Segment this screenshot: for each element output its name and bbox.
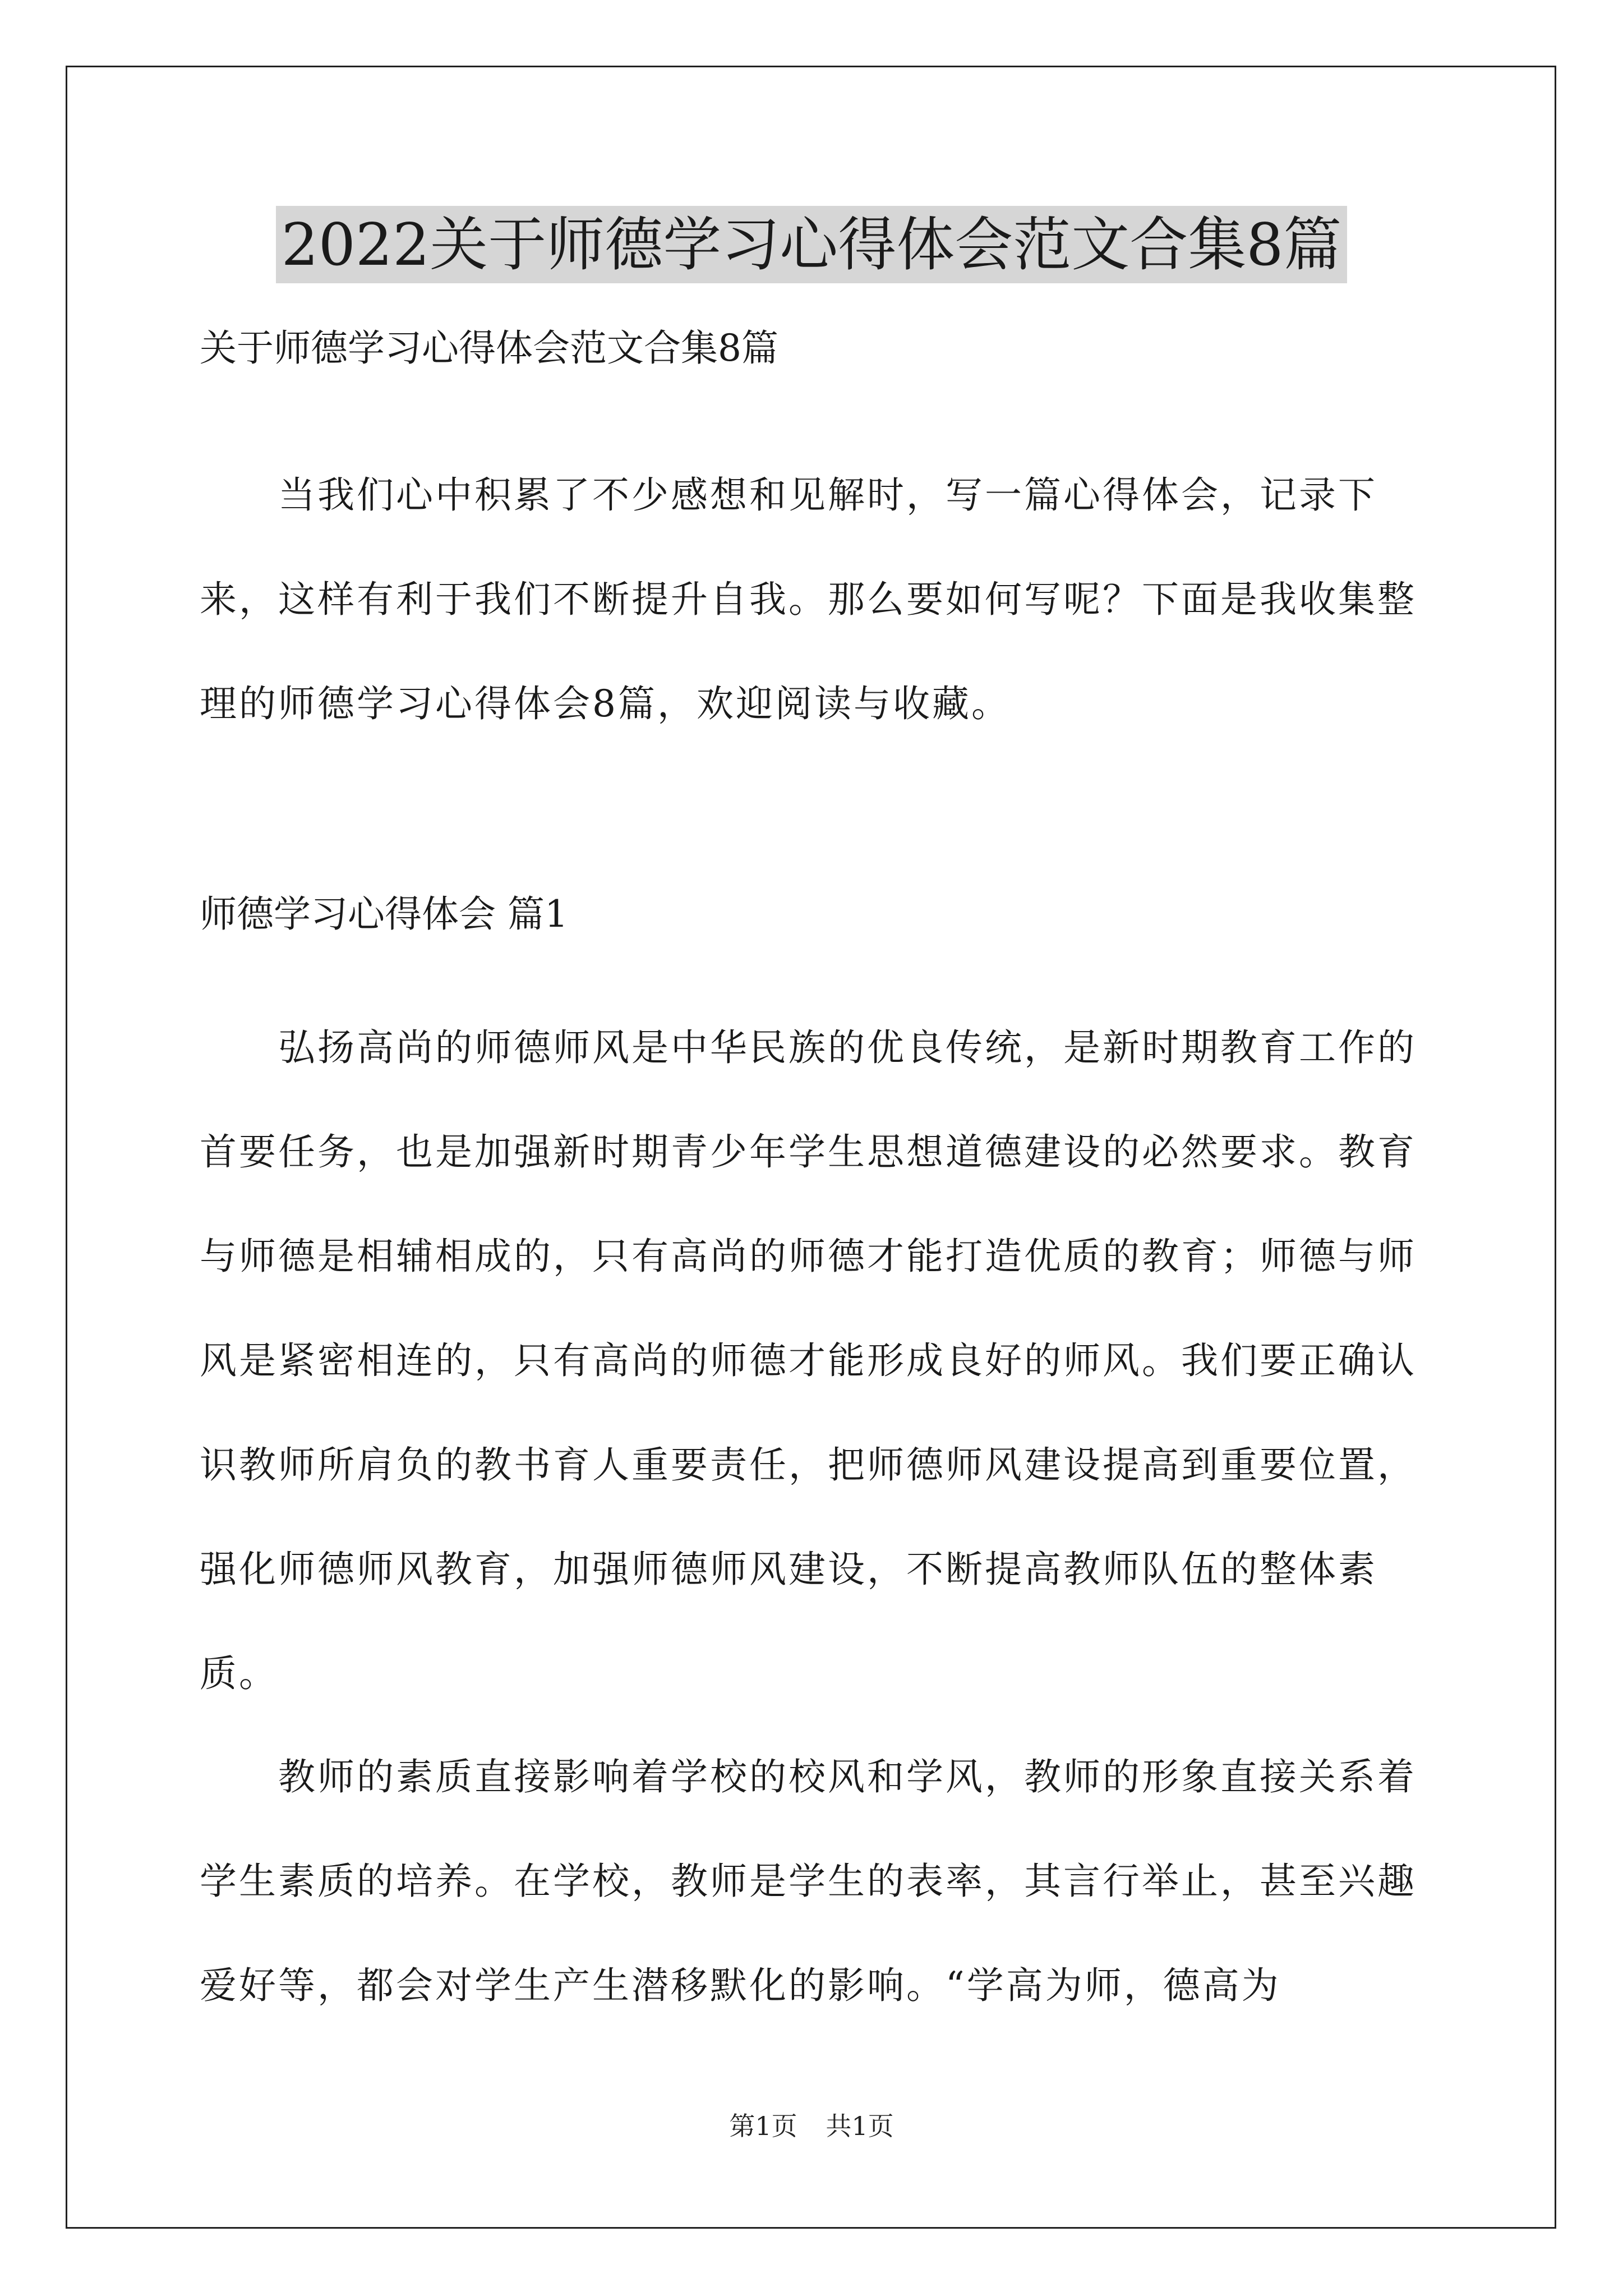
document-title-text: 2022关于师德学习心得体会范文合集8篇 <box>276 206 1348 283</box>
document-subtitle: 关于师德学习心得体会范文合集8篇 <box>200 326 778 370</box>
page-total: 共1页 <box>826 2111 894 2141</box>
body-paragraph-1: 弘扬高尚的师德师风是中华民族的优良传统，是新时期教育工作的首要任务，也是加强新时期青少年学生思想道德建设的必然要求。教育与师德是相辅相成的，只有高尚的师德才能打造优质的教育；师德与师风是紧密相连的，只有高尚的师德才能形成良好的师风。我们要正确认识教师所肩负的教书育人重要责任，把师德师风建设提高到重要位置，强化师德师风教育，加强师德师风建设，不断提高教师队伍的整体素质。 <box>200 1026 1417 1695</box>
section-heading: 师德学习心得体会 篇1 <box>200 892 568 936</box>
page-number: 第1页 <box>729 2111 797 2141</box>
document-title <box>0 205 1623 284</box>
intro-paragraph: 当我们心中积累了不少感想和见解时，写一篇心得体会，记录下来，这样有利于我们不断提升自我。那么要如何写呢？下面是我收集整理的师德学习心得体会8篇，欢迎阅读与收藏。 <box>200 473 1417 725</box>
page-footer <box>0 2109 1623 2143</box>
body-paragraph-2: 教师的素质直接影响着学校的校风和学风，教师的形象直接关系着学生素质的培养。在学校，教师是学生的表率，其言行举止，甚至兴趣爱好等，都会对学生产生潜移默化的影响。“学高为师，德高为 <box>200 1755 1417 2007</box>
